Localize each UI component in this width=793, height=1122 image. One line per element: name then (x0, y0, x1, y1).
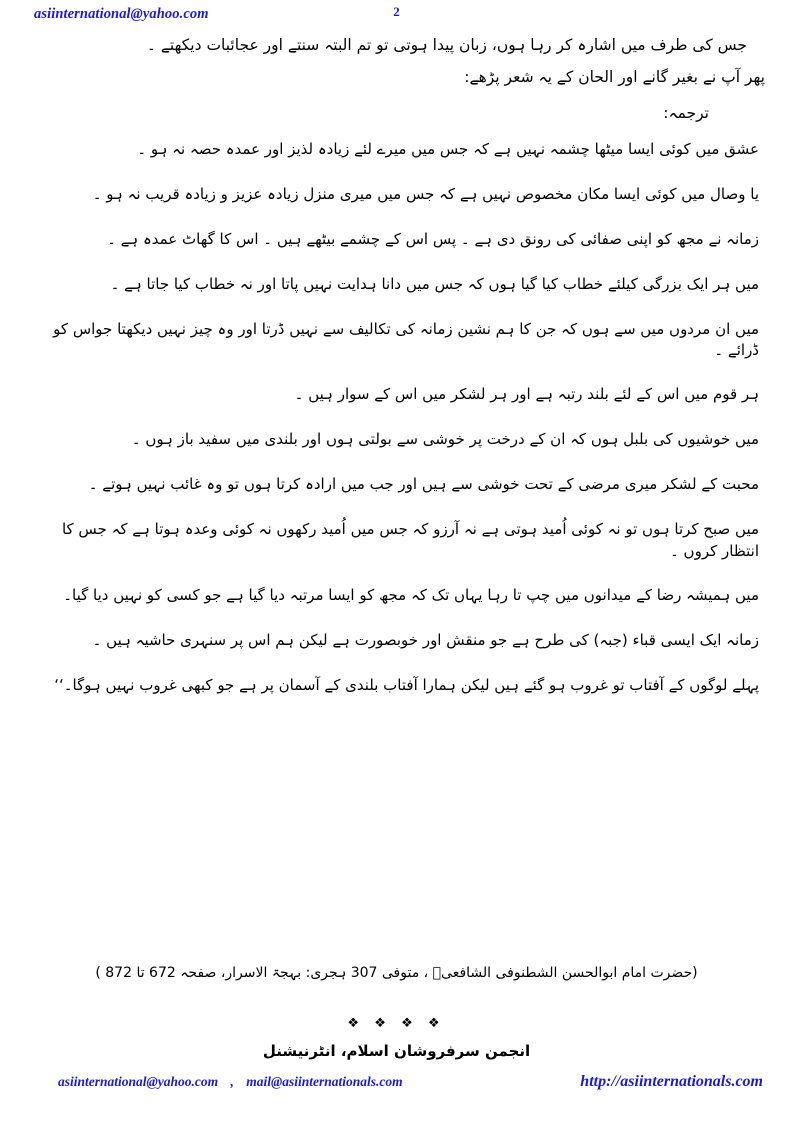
verse-spacer (28, 653, 765, 675)
verse-line: پہلے لوگوں کے آفتاب تو غروب ہو گئے ہیں لیکن ہمارا آفتاب بلندی کے آسمان پر ہے جو کبھی غروب نہیں ہوگا۔‘‘ (54, 675, 759, 694)
organization-name: انجمن سرفروشان اسلام، انٹرنیشنل (262, 1042, 531, 1060)
intro-paragraph-2: پھر آپ نے بغیر گانے اور الحان کے یہ شعر پڑھے: (464, 68, 765, 87)
footer-email-1[interactable]: asiinternational@yahoo.com (58, 1074, 219, 1089)
verse-spacer (28, 362, 765, 384)
verse-line: محبت کے لشکر میری مرضی کے تحت خوشی سے ہیں اور جب میں ارادہ کرتا ہوں تو وہ غائب نہیں ہوتے ۔ (88, 475, 759, 494)
verse-line: میں ہمیشہ رضا کے میدانوں میں چپ تا رہا یہاں تک کہ مجھ کو ایسا مرتبہ دیا گیا ہے جو کسی کو نہیں دیا گیا۔ (63, 585, 759, 604)
footer-contact-group (58, 1074, 403, 1090)
verse-line: ہر قوم میں اس کے لئے بلند رتبہ ہے اور ہر لشکر میں اس کے سوار ہیں ۔ (294, 385, 759, 404)
verse-spacer (28, 297, 765, 319)
verse-line: زمانہ نے مجھ کو اپنی صفائی کی رونق دی ہے ۔ پس اس کے چشمے بیٹھے ہیں ۔ اس کا گھاٹ عمدہ ہے ۔ (107, 229, 759, 248)
verse-spacer (28, 407, 765, 429)
verse-line: یا وصال میں کوئی ایسا مکان مخصوص نہیں ہے کہ جس میں میری منزل زیادہ عزیز و زیادہ قریب نہ ہو ۔ (92, 184, 759, 203)
translation-label: ترجمہ: (663, 103, 709, 122)
verse-spacer (28, 497, 765, 519)
diamond-star-icon: ❖ (428, 1016, 446, 1031)
verse-spacer (28, 452, 765, 474)
verse-list (28, 139, 765, 697)
source-citation: (حضرت امام ابوالحسن الشطنوفی الشافعیؒ ، متوفی 703 ہجری: بہجۃ الاسرار، صفحہ 276 تا 278 ) (95, 965, 698, 981)
ornament-divider (0, 1016, 793, 1030)
diamond-star-icon: ❖ (401, 1016, 419, 1031)
page-header (0, 4, 793, 30)
verse-line: میں ہر ایک بزرگی کیلئے خطاب کیا گیا ہوں کہ جس میں دانا ہدایت نہیں پاتا اور نہ خطاب کیا جاتا ہے ۔ (110, 274, 759, 293)
diamond-star-icon: ❖ (347, 1016, 365, 1031)
header-email-address[interactable]: asiinternational@yahoo.com (34, 6, 209, 22)
verse-spacer (28, 252, 765, 274)
document-body (28, 34, 765, 954)
verse-line: زمانہ ایک ایسی قباء (جبہ) کی طرح ہے جو منقش اور خوبصورت ہے لیکن ہم اس پر سنہری حاشیہ ہیں ۔ (92, 630, 759, 649)
diamond-star-icon: ❖ (374, 1016, 392, 1031)
verse-spacer (28, 563, 765, 585)
footer-separator: , (230, 1074, 234, 1089)
footer-email-2[interactable]: mail@asiinternationals.com (246, 1074, 403, 1089)
verse-line: میں خوشیوں کی بلبل ہوں کہ ان کے درخت پر خوشی سے بولتی ہوں اور بلندی میں سفید باز ہوں ۔ (131, 430, 759, 449)
page-footer (0, 1074, 793, 1100)
footer-website-url[interactable]: http://asiinternationals.com (580, 1073, 763, 1090)
verse-line: میں صبح کرتا ہوں تو نہ کوئی اُمید ہوتی ہے نہ آرزو کہ جس میں اُمید رکھوں نہ کوئی وعدہ ہوتا ہے کہ جس کا انتظار کروں ۔ (61, 520, 759, 560)
verse-line: میں ان مردوں میں سے ہوں کہ جن کا ہم نشین زمانہ کی تکالیف سے نہیں ڈرتا اور وہ چیز نہیں دیکھتا جواس کو ڈرائے ۔ (53, 319, 759, 360)
intro-paragraph-1: جس کی طرف میں اشارہ کر رہا ہوں، زبان پیدا ہوتی تو تم البتہ سنتے اور عجائبات دیکھتے ۔ (146, 36, 747, 54)
verse-line: عشق میں کوئی ایسا میٹھا چشمہ نہیں ہے کہ جس میں میرے لئے زیادہ لذیز اور عمدہ حصہ نہ ہو ۔ (137, 139, 759, 158)
page-number: 2 (393, 4, 400, 19)
verse-spacer (28, 207, 765, 229)
verse-spacer (28, 608, 765, 630)
verse-spacer (28, 162, 765, 184)
